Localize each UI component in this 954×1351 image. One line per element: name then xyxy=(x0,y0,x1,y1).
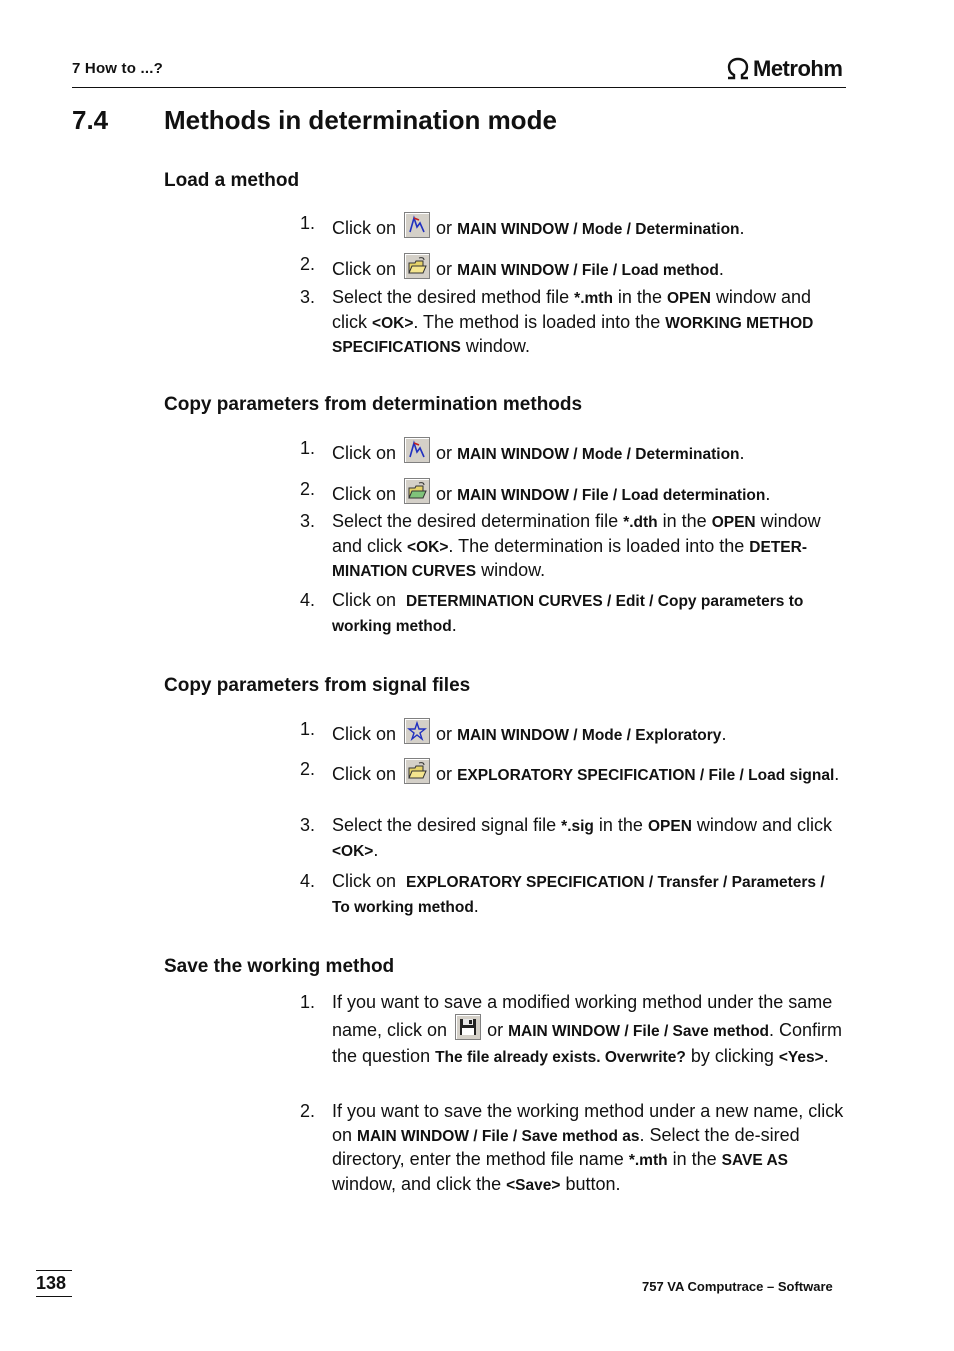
footer-product: 757 VA Computrace – Software xyxy=(642,1279,833,1294)
page-number: 138 xyxy=(36,1273,67,1293)
determination-mode-icon[interactable] xyxy=(404,212,430,238)
open-folder-icon[interactable] xyxy=(404,478,430,504)
floppy-save-icon[interactable] xyxy=(455,1014,481,1040)
header-rule xyxy=(72,87,846,88)
subheading-copy-determination: Copy parameters from determination methods xyxy=(164,394,583,415)
metrohm-logo xyxy=(725,56,842,82)
exploratory-mode-icon[interactable] xyxy=(404,718,430,744)
page-number-rule-bottom xyxy=(36,1296,72,1297)
copydet-step-3: 3. Select the desired determination file *.dth in the OPEN window and click <OK>. The determination is loaded into the DETER-MINATION CURVES window. xyxy=(300,511,821,580)
copysig-step-2: 2. Click on or EXPLORATORY SPECIFICATION / File / Load signal. xyxy=(300,759,840,784)
copysig-step-4: 4. Click on EXPLORATORY SPECIFICATION / Transfer / Parameters / To working method. xyxy=(300,871,825,916)
page-number-rule-top xyxy=(36,1270,72,1271)
copysig-step-1: 1. Click on or MAIN WINDOW / Mode / Exploratory. xyxy=(300,719,727,744)
subheading-load-method: Load a method xyxy=(164,170,300,191)
copydet-step-2: 2. Click on or MAIN WINDOW / File / Load determination. xyxy=(300,479,771,504)
step-number: 1. xyxy=(300,213,316,233)
save-step-1: 1. If you want to save a modified working method under the same name, click on or MAIN WINDOW / File / Save method. Confirm the question The file already exists. Overwrite? by clicking <Yes>. xyxy=(300,992,843,1066)
copydet-step-4: 4. Click on DETERMINATION CURVES / Edit / Copy parameters to working method. xyxy=(300,590,804,635)
section-number: 7.4 xyxy=(72,105,109,135)
load-step-3: 3. Select the desired method file *.mth in the OPEN window and click <OK>. The method is loaded into the WORKING METHOD SPECIFICATIONS window. xyxy=(300,287,814,356)
subheading-save: Save the working method xyxy=(164,956,395,977)
determination-mode-icon[interactable] xyxy=(404,437,430,463)
copysig-step-3: 3. Select the desired signal file *.sig in the OPEN window and click <OK>. xyxy=(300,815,832,860)
open-folder-icon[interactable] xyxy=(404,758,430,784)
running-header-chapter: 7 How to ...? xyxy=(72,60,163,77)
load-step-1: 1. Click on or MAIN WINDOW / Mode / Determination. xyxy=(300,213,745,238)
section-title: Methods in determination mode xyxy=(164,105,557,135)
save-step-2: 2. If you want to save the working method under a new name, click on MAIN WINDOW / File / Save method as. Select the de-sired directory, enter the method file name *.mth in the SAVE AS window, and click the <Save> button. xyxy=(300,1101,844,1194)
subheading-copy-signal: Copy parameters from signal files xyxy=(164,675,471,696)
copydet-step-1: 1. Click on or MAIN WINDOW / Mode / Determination. xyxy=(300,438,745,463)
open-folder-icon[interactable] xyxy=(404,253,430,279)
load-step-2: 2. Click on or MAIN WINDOW / File / Load method. xyxy=(300,254,724,279)
logo-text: Metrohm xyxy=(753,56,843,81)
omega-logo-icon xyxy=(725,57,751,81)
